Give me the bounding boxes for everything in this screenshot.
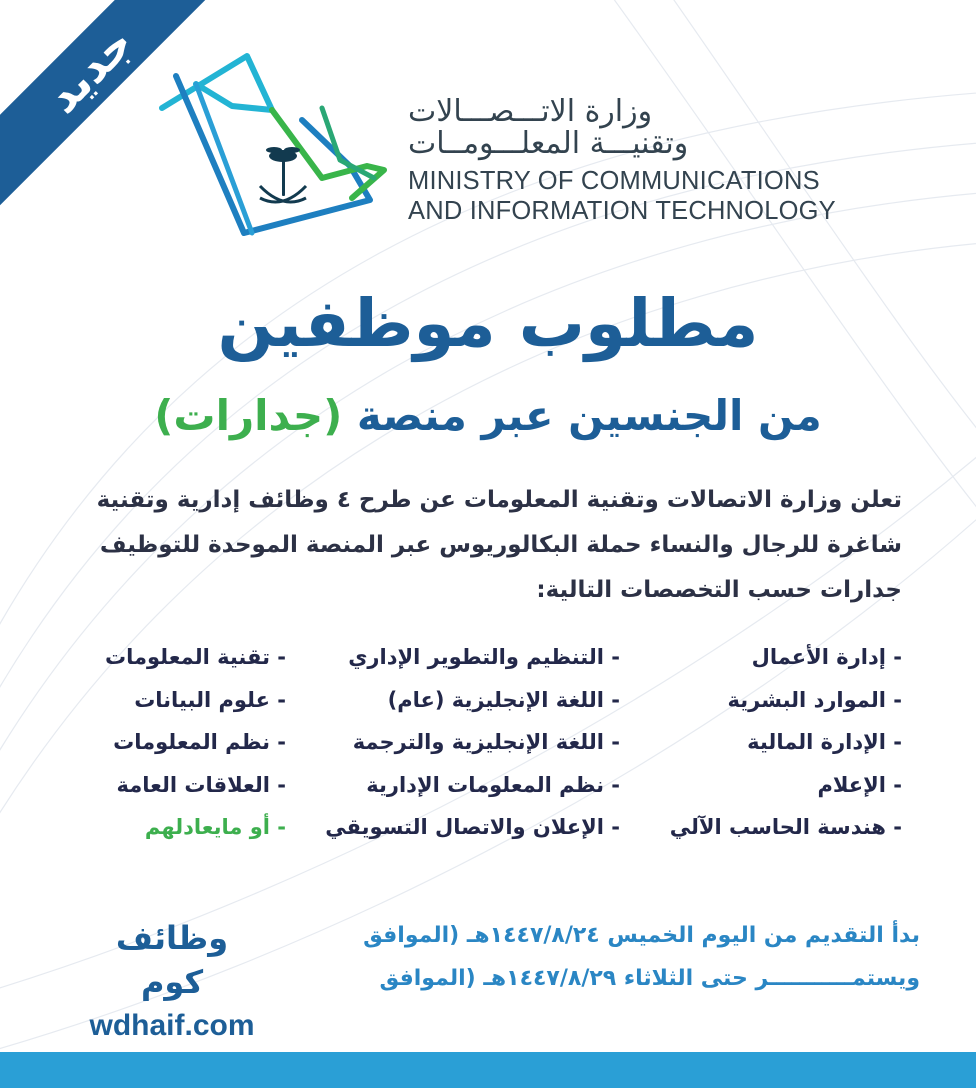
logo-arabic-line1: وزارة الاتـــصـــالات — [408, 94, 653, 129]
new-badge-label: جديد — [0, 0, 229, 209]
brand — [82, 916, 262, 1048]
intro-line: جدارات حسب التخصصات التالية: — [536, 577, 902, 603]
list-item: - إدارة الأعمال — [751, 645, 902, 669]
page-title: مطلوب موظفين — [217, 285, 759, 362]
list-item: - الإعلام — [817, 772, 902, 797]
page-subtitle — [0, 384, 976, 448]
list-item: - اللغة الإنجليزية (عام) — [387, 687, 620, 712]
intro-line: شاغرة للرجال والنساء حملة البكالوريوس عبر المنصة الموحدة للتوظيف — [99, 532, 902, 558]
list-item: - الموارد البشرية — [727, 687, 902, 712]
list-item: - اللغة الإنجليزية والترجمة — [352, 730, 620, 754]
list-item: - علوم البيانات — [134, 687, 286, 712]
start-date-line: بدأ التقديم من اليوم الخميس ١٤٤٧/٨/٢٤هـ (الموافق — [363, 923, 920, 948]
logo-arabic-line2: وتقنيـــة المعلـــومــات — [408, 126, 689, 161]
subtitle-prefix: من الجنسين عبر منصة — [342, 391, 822, 440]
list-item: - نظم المعلومات الإدارية — [366, 772, 620, 797]
list-item: - نظم المعلومات — [113, 730, 286, 754]
platform-name: (جدارات) — [154, 391, 343, 440]
end-date-line: ويستمـــــــــــر حتى الثلاثاء ١٤٤٧/٨/٢٩هـ (الموافق — [379, 966, 920, 991]
brand-arabic: وظائف كوم — [115, 919, 229, 1001]
logo-english-line2: AND INFORMATION TECHNOLOGY — [408, 197, 836, 225]
list-item: - الإعلان والاتصال التسويقي — [325, 815, 620, 839]
ministry-logo-text — [408, 94, 836, 226]
list-item: - التنظيم والتطوير الإداري — [348, 645, 620, 669]
list-item-equivalent: - أو مايعادلهم — [144, 815, 286, 839]
specializations-column-1 — [670, 636, 902, 849]
application-dates — [363, 914, 920, 1000]
logo-english-line1: MINISTRY OF COMMUNICATIONS — [408, 167, 820, 195]
bottom-bar — [0, 1052, 976, 1088]
brand-website-link[interactable]: wdhaif.com — [89, 1009, 255, 1042]
list-item: - هندسة الحاسب الآلي — [669, 815, 902, 839]
list-item: - الإدارة المالية — [747, 730, 902, 754]
ministry-logo-icon — [152, 48, 397, 238]
list-item: - العلاقات العامة — [116, 772, 286, 797]
specializations-column-2 — [325, 636, 620, 849]
intro-line: تعلن وزارة الاتصالات وتقنية المعلومات عن طرح ٤ وظائف إدارية وتقنية — [96, 487, 902, 513]
intro-paragraph — [76, 478, 902, 613]
specializations-column-3 — [105, 636, 286, 849]
list-item: - تقنية المعلومات — [105, 645, 286, 669]
